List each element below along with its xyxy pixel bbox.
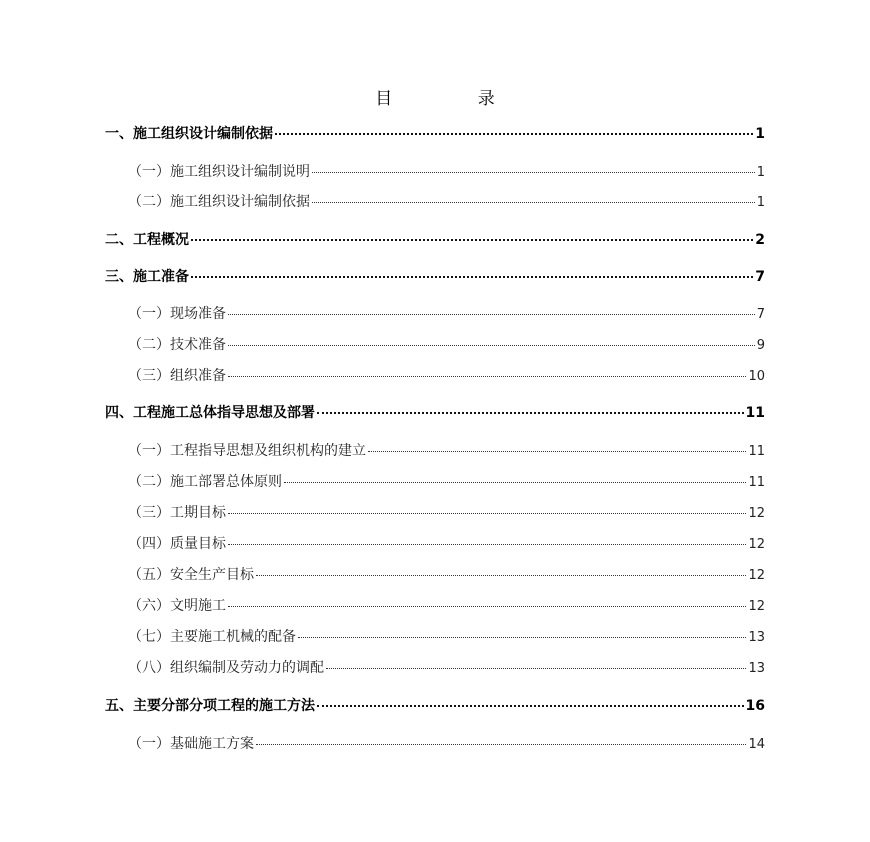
toc-entry-label: 五、主要分部分项工程的施工方法 — [105, 698, 315, 714]
toc-entry-label: （七）主要施工机械的配备 — [128, 629, 296, 645]
toc-entry-section-1-1[interactable] — [128, 161, 765, 181]
toc-entry-section-1-2[interactable] — [128, 191, 765, 211]
toc-entry-label: 三、施工准备 — [105, 269, 189, 285]
toc-page-number: 12 — [748, 568, 765, 583]
toc-entry-label: （一）基础施工方案 — [128, 736, 254, 752]
toc-entry-section-3-3[interactable] — [128, 365, 765, 385]
toc-entry-section-4-4[interactable] — [128, 533, 765, 553]
toc-entry-section-4-2[interactable] — [128, 471, 765, 491]
toc-page-number: 11 — [745, 405, 765, 421]
dot-leader — [326, 668, 746, 669]
dot-leader — [317, 412, 744, 414]
dot-leader — [228, 376, 746, 377]
toc-entry-section-4-6[interactable] — [128, 595, 765, 615]
toc-page-number: 7 — [756, 307, 765, 322]
toc-entry-label: （三）工期目标 — [128, 505, 226, 521]
dot-leader — [275, 133, 753, 135]
toc-entry-section-5-1[interactable] — [128, 733, 765, 753]
toc-page-number: 11 — [748, 444, 765, 459]
toc-page-number: 11 — [748, 475, 765, 490]
toc-entry-section-4-1[interactable] — [128, 440, 765, 460]
toc-entry-label: （一）工程指导思想及组织机构的建立 — [128, 443, 366, 459]
toc-entry-label: （五）安全生产目标 — [128, 567, 254, 583]
toc-entry-label: （三）组织准备 — [128, 368, 226, 384]
toc-entry-label: 四、工程施工总体指导思想及部署 — [105, 405, 315, 421]
toc-entry-section-5[interactable] — [105, 695, 765, 715]
toc-page-number: 12 — [748, 599, 765, 614]
dot-leader — [228, 345, 755, 346]
toc-entry-label: （四）质量目标 — [128, 536, 226, 552]
toc-page-number: 7 — [755, 269, 765, 285]
dot-leader — [312, 202, 755, 203]
dot-leader — [284, 482, 746, 483]
toc-entry-label: （八）组织编制及劳动力的调配 — [128, 660, 324, 676]
toc-page-number: 2 — [755, 232, 765, 248]
dot-leader — [228, 314, 755, 315]
toc-entry-section-1[interactable] — [105, 123, 765, 143]
dot-leader — [256, 575, 746, 576]
toc-entry-section-4-3[interactable] — [128, 502, 765, 522]
toc-page-number: 14 — [748, 737, 765, 752]
toc-entry-section-3-2[interactable] — [128, 334, 765, 354]
dot-leader — [317, 705, 744, 707]
toc-entry-label: （二）技术准备 — [128, 337, 226, 353]
toc-entry-label: （六）文明施工 — [128, 598, 226, 614]
dot-leader — [312, 172, 755, 173]
toc-entry-label: 二、工程概况 — [105, 232, 189, 248]
toc-entry-section-4-8[interactable] — [128, 657, 765, 677]
toc-page-number: 16 — [745, 698, 765, 714]
toc-entry-section-3[interactable] — [105, 266, 765, 286]
toc-entry-label: （二）施工组织设计编制依据 — [128, 194, 310, 210]
toc-entry-section-2[interactable] — [105, 229, 765, 249]
dot-leader — [191, 276, 753, 278]
toc-page-number: 1 — [755, 126, 765, 142]
dot-leader — [191, 239, 753, 241]
toc-page-number: 13 — [748, 661, 765, 676]
toc-entry-section-4-7[interactable] — [128, 626, 765, 646]
toc-page-number: 13 — [748, 630, 765, 645]
dot-leader — [256, 744, 746, 745]
toc-page-number: 1 — [756, 195, 765, 210]
toc-page-number: 12 — [748, 506, 765, 521]
dot-leader — [228, 513, 746, 514]
toc-entry-section-4[interactable] — [105, 402, 765, 422]
dot-leader — [228, 606, 746, 607]
toc-entry-section-4-5[interactable] — [128, 564, 765, 584]
toc-entry-label: （一）施工组织设计编制说明 — [128, 164, 310, 180]
toc-page-number: 12 — [748, 537, 765, 552]
toc-entry-label: 一、施工组织设计编制依据 — [105, 126, 273, 142]
dot-leader — [228, 544, 746, 545]
dot-leader — [298, 637, 746, 638]
toc-entry-section-3-1[interactable] — [128, 303, 765, 323]
toc-entry-label: （一）现场准备 — [128, 306, 226, 322]
toc-page-number: 1 — [756, 165, 765, 180]
dot-leader — [368, 451, 746, 452]
toc-page-number: 10 — [748, 369, 765, 384]
toc-page-number: 9 — [756, 338, 765, 353]
toc-entry-label: （二）施工部署总体原则 — [128, 474, 282, 490]
toc-title: 目 录 — [375, 89, 535, 109]
